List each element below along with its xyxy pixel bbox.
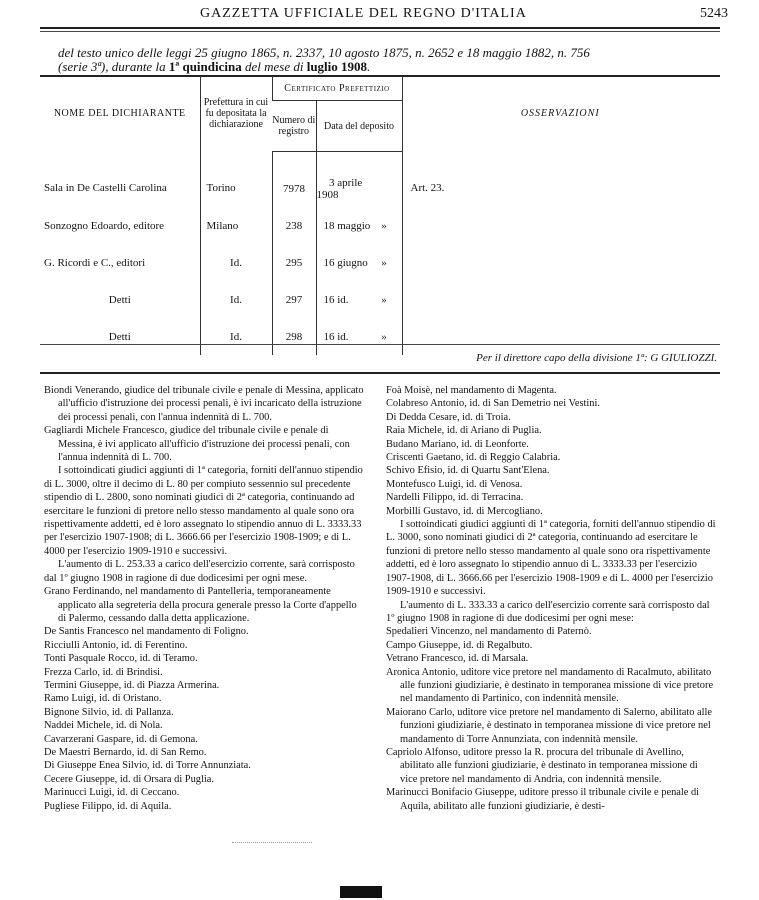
text-paragraph: Tonti Pasquale Rocco, id. di Teramo. (44, 653, 198, 665)
ornament-dots (232, 842, 312, 843)
cell-data (316, 152, 402, 208)
text-paragraph: Ricciulli Antonio, id. di Ferentino. (44, 639, 188, 651)
intro-bold-part: 1ª quindicina (168, 59, 242, 74)
cell-year: » (381, 293, 387, 306)
right-column (386, 384, 716, 813)
cell-prefettura: Milano (200, 207, 272, 244)
text-paragraph: Maiorano Carlo, uditore vice pretore nel mandamento di Salerno, abilitato alle funzioni giudiziarie, è destinato in temporanea missione di vice pretore nel mandamento di Torre Annunziata, con indennità mensile. (386, 706, 713, 745)
intro-text-part: . (367, 59, 371, 74)
cell-month: id. (337, 293, 349, 306)
text-paragraph: Montefusco Luigi, id. di Venosa. (386, 478, 523, 490)
cell-year: » (381, 219, 387, 232)
cell-numero: 238 (272, 207, 316, 244)
text-paragraph: Di Dedda Cesare, id. di Troia. (386, 411, 511, 423)
register-table (40, 76, 718, 355)
text-paragraph: Raia Michele, id. di Ariano di Puglia. (386, 425, 542, 437)
col-header-name: NOME DEL DICHIARANTE (53, 108, 186, 120)
col-header-certificato: Certificato Prefettizio (272, 76, 402, 101)
text-paragraph: Budano Mariano, id. di Leonforte. (386, 438, 529, 450)
table-row (40, 207, 718, 244)
cell-year: » (381, 330, 387, 343)
text-paragraph: Grano Ferdinando, nel mandamento di Pantelleria, temporaneamente applicato alla segreteria della procura generale presso la Corte d'appello di Palermo, cessando dalla detta applicazione. (44, 586, 357, 624)
cell-prefettura: Torino (200, 152, 272, 208)
cell-day: 16 (323, 256, 335, 269)
intro-text-part: del mese di (241, 59, 307, 74)
register-body (40, 152, 718, 356)
cell-data (316, 281, 402, 318)
gazette-title: GAZZETTA UFFICIALE DEL REGNO D'ITALIA (200, 6, 527, 21)
text-paragraph: Vetrano Francesco, id. di Marsala. (386, 653, 529, 665)
cell-osservazioni (402, 207, 718, 244)
intro-line-2 (58, 60, 718, 74)
cell-osservazioni (402, 281, 718, 318)
cell-day: 16 (323, 293, 335, 306)
bottom-marker (340, 886, 382, 898)
text-paragraph: Di Giuseppe Enea Silvio, id. di Torre Annunziata. (44, 760, 251, 772)
col-header-prefettura: Prefettura in cui fu depositata la dichiarazione (200, 76, 272, 152)
col-header-numero: Numero di registro (272, 101, 316, 152)
text-paragraph: Colabreso Antonio, id. di San Demetrio nei Vestini. (386, 398, 600, 410)
left-column (44, 384, 364, 813)
cell-data (316, 207, 402, 244)
intro-line-1: del testo unico delle leggi 25 giugno 1865, n. 2337, 10 agosto 1875, n. 2652 e 18 maggio 1882, n. 756 (58, 45, 590, 60)
text-paragraph: L'aumento di L. 253.33 a carico dell'esercizio corrente, sarà corrisposto dal 1º giugno 1908 in ragione di due dodicesimi per ogni mese. (44, 559, 355, 584)
cell-month: maggio (337, 219, 371, 232)
text-paragraph: De Maestri Bernardo, id. di San Remo. (44, 746, 207, 758)
intro-text-part: (serie 3ª), durante la (58, 59, 169, 74)
intro-text (58, 46, 718, 74)
text-paragraph: Cavarzerani Gaspare, id. di Gemona. (44, 733, 198, 745)
text-paragraph: L'aumento di L. 333.33 a carico dell'esercizio corrente sarà corrisposto dal 1º giugno 1908 in ragione di due dodicesimi per ogni mese: (386, 599, 710, 624)
text-paragraph: Frezza Carlo, id. di Brindisi. (44, 666, 163, 678)
table-row (40, 244, 718, 281)
cell-osservazioni: Art. 23. (402, 152, 718, 208)
text-paragraph: Foà Moisè, nel mandamento di Magenta. (386, 385, 557, 396)
col-header-osservazioni: OSSERVAZIONI (402, 76, 718, 152)
text-paragraph: Morbilli Gustavo, id. di Mercogliano. (386, 505, 543, 517)
text-paragraph: Capriolo Alfonso, uditore presso la R. procura del tribunale di Avellino, abilitato alle funzioni giudiziarie, è destinato in temporanea missione di vice pretore nel mandamento di Andria, con indennità mensile. (386, 746, 698, 785)
section-rule (40, 372, 720, 374)
text-paragraph: Criscenti Gaetano, id. di Reggio Calabria. (386, 452, 561, 464)
table-row (40, 152, 718, 208)
text-paragraph: Cecere Giuseppe, id. di Orsara di Puglia. (44, 773, 214, 785)
cell-name: Detti (108, 293, 131, 306)
text-paragraph: Schivo Efisio, id. di Quartu Sant'Elena. (386, 465, 550, 477)
cell-osservazioni (402, 318, 718, 355)
text-paragraph: Biondi Venerando, giudice del tribunale civile e penale di Messina, applicato all'ufficio d'istruzione dei processi penali, è ivi incaricato della istruzione dei processi penali, con l'annua indennità di L. 700. (44, 385, 364, 423)
cell-prefettura: Id. (200, 318, 272, 355)
text-paragraph: Spedalieri Vincenzo, nel mandamento di Paternò. (386, 626, 592, 638)
page-header (40, 6, 728, 26)
cell-year: » (381, 256, 387, 269)
cell-prefettura: Id. (200, 281, 272, 318)
text-paragraph: Nardelli Filippo, id. di Terracina. (386, 492, 524, 504)
signature: Per il direttore capo della divisione 1ª: G GIULIOZZI. (476, 352, 717, 364)
cell-prefettura: Id. (200, 244, 272, 281)
cell-data (316, 244, 402, 281)
cell-numero: 297 (272, 281, 316, 318)
page-number: 5243 (700, 6, 728, 21)
text-paragraph: Naddei Michele, id. di Nola. (44, 720, 163, 732)
cell-data (316, 318, 402, 355)
cell-osservazioni (402, 244, 718, 281)
text-paragraph: I sottoindicati giudici aggiunti di 1ª categoria, forniti dell'annuo stipendio di L. 3000, oltre il decimo di L. 80 per compiuto sessennio sul precedente stipendio di L. 2800, sono nominati giudici di 2ª categoria, continuando ad esercitare le funzioni di pretore nello stesso mandamento al quale sono ora rispettivamente addetti, ed è loro assegnato lo stipendio annuo di L. 3333.33 per l'esercizio 1907-1908; di L. 3666.66 per l'esercizio 1908-1909; e di L. 4000 per l'esercizio 1909-1910 e successivi. (44, 465, 363, 557)
text-paragraph: Pugliese Filippo, id. di Aquila. (44, 800, 172, 812)
text-paragraph: Gagliardi Michele Francesco, giudice del tribunale civile e penale di Messina, è ivi applicato all'ufficio d'istruzione dei processi penali, con l'annua indennità di L. 700. (44, 425, 350, 464)
cell-month: aprile (337, 176, 363, 189)
cell-numero: 295 (272, 244, 316, 281)
text-paragraph: Aronica Antonio, uditore vice pretore nel mandamento di Racalmuto, abilitato alle funzioni giudiziarie, è destinato in temporanea missione di vice pretore nel mandamento di Partinico, con indennità mensile. (386, 666, 714, 705)
text-paragraph: Marinucci Bonifacio Giuseppe, uditore presso il tribunale civile e penale di Aquila, abilitato alle funzioni giudiziarie, è desti- (386, 787, 700, 812)
text-paragraph: Marinucci Luigi, id. di Ceccano. (44, 787, 180, 799)
cell-month: giugno (337, 256, 368, 269)
cell-name: Detti (108, 330, 131, 343)
table-row (40, 281, 718, 318)
text-paragraph: Termini Giuseppe, id. di Piazza Armerina. (44, 679, 220, 691)
cell-day: 16 (323, 330, 335, 343)
intro-bold-part: luglio 1908 (306, 59, 368, 74)
cell-day: 3 (329, 176, 335, 189)
text-paragraph: I sottoindicati giudici aggiunti di 1ª categoria, forniti dell'annuo stipendio di L. 3000, sono nominati giudici di 2ª categoria, continuando ad esercitare le funzioni di pretore nello stesso mandamento al quale sono ora rispettivamente addetti, ed è loro assegnato lo stipendio annuo di L. 3333.33 per l'esercizio 1907-1908, di L. 3666.66 per l'esercizio 1908-1909 e di L. 4000 per l'esercizio 1909-1910 e successivi. (386, 519, 716, 598)
header-rule (40, 27, 720, 29)
cell-day: 18 (323, 219, 335, 232)
text-paragraph: Ramo Luigi, id. di Oristano. (44, 693, 162, 705)
col-header-data: Data del deposito (316, 101, 402, 152)
table-bottom-rule (40, 344, 720, 345)
cell-year: 1908 (316, 188, 339, 201)
cell-numero: 7978 (272, 152, 316, 208)
text-paragraph: De Santis Francesco nel mandamento di Foligno. (44, 626, 249, 638)
text-paragraph: Bignone Silvio, id. di Pallanza. (44, 706, 174, 718)
cell-name: G. Ricordi e C., editori (44, 256, 146, 269)
cell-name: Sonzogno Edoardo, editore (44, 219, 165, 232)
cell-name: Sala in De Castelli Carolina (44, 182, 167, 195)
cell-month: id. (337, 330, 349, 343)
cell-numero: 298 (272, 318, 316, 355)
table-row (40, 318, 718, 355)
text-paragraph: Campo Giuseppe, id. di Regalbuto. (386, 639, 533, 651)
header-rule-thin (40, 31, 720, 32)
